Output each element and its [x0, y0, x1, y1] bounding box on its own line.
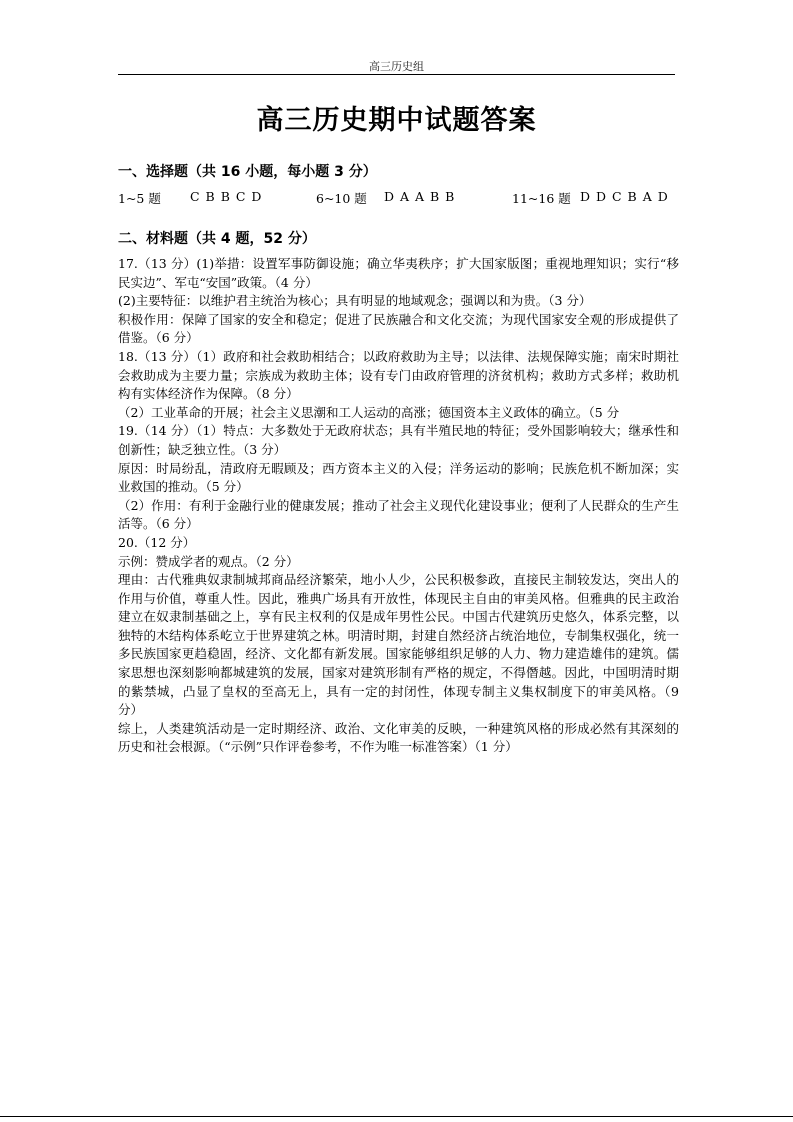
mc-range-1: 1~5 题	[118, 191, 161, 206]
answer-18-part-1: 18.（13 分）（1）政府和社会救助相结合；以政府救助为主导；以法律、法规保障实施；南宋时期社会救助成为主要力量；宗族成为救助主体；设有专门由政府管理的济贫机构；救助方式多样；救助机构有实体经济作为保障。（8 分）	[118, 348, 679, 402]
footer-divider	[0, 1116, 793, 1117]
answer-18-part-2: （2）工业革命的开展；社会主义思潮和工人运动的高涨；德国资本主义政体的确立。（5 分	[118, 404, 620, 420]
mc-range-3: 11~16 题	[512, 191, 571, 206]
mc-answers-3: D D C B A D	[580, 189, 669, 204]
section-1-heading: 一、选择题（共 16 小题，每小题 3 分）	[118, 164, 377, 180]
section-2-heading: 二、材料题（共 4 题，52 分）	[118, 231, 316, 247]
answer-19-reason: 原因：时局纷乱，清政府无暇顾及；西方资本主义的入侵；洋务运动的影响；民族危机不断加深；实业救国的推动。（5 分）	[118, 460, 679, 495]
answer-20-example: 示例：赞成学者的观点。（2 分）	[118, 553, 299, 569]
answer-19-part-2: （2）作用：有利于金融行业的健康发展；推动了社会主义现代化建设事业；便利了人民群众的生产生活等。（6 分）	[118, 497, 679, 532]
answer-19-part-1: 19.（14 分）（1）特点：大多数处于无政府状态；具有半殖民地的特征；受外国影响较大；继承性和创新性；缺乏独立性。（3 分）	[118, 423, 679, 457]
answer-20-reason: 理由：古代雅典奴隶制城邦商品经济繁荣，地小人少，公民积极参政，直接民主制较发达，突出人的作用与价值，尊重人性。因此，雅典广场具有开放性，体现民主自由的审美风格。但雅典的民主政治建立在奴隶制基础之上，享有民主权利的仅是成年男性公民。中国古代建筑历史悠久，体系完整，以独特的木结构体系屹立于世界建筑之林。明清时期，封建自然经济占统治地位，专制集权强化，统一多民族国家更趋稳固，经济、文化都有新发展。国家能够组织足够的人力、物力建造雄伟的建筑。儒家思想也深刻影响都城建筑的发展，国家对建筑形制有严格的规定，不得僭越。因此，中国明清时期的紫禁城，凸显了皇权的至高无上，具有一定的封闭性，体现专制主义集权制度下的审美风格。（9 分）	[118, 572, 679, 718]
answer-17-part-2: (2)主要特征：以维护君主统治为核心；具有明显的地域观念；强调以和为贵。（3 分）	[118, 293, 592, 309]
mc-range-2: 6~10 题	[316, 191, 367, 206]
multiple-choice-answers	[118, 189, 678, 207]
answer-20-conclusion: 综上，人类建筑活动是一定时期经济、政治、文化审美的反映，一种建筑风格的形成必然有其深刻的历史和社会根源。（“示例”只作评卷参考，不作为唯一标准答案）（1 分）	[118, 720, 679, 755]
document-title: 高三历史期中试题答案	[256, 105, 537, 136]
answer-17-effect: 积极作用：保障了国家的安全和稳定；促进了民族融合和文化交流；为现代国家安全观的形成提供了借鉴。（6 分）	[118, 311, 679, 346]
page-header: 高三历史组	[369, 60, 424, 73]
mc-answers-2: D A A B B	[384, 189, 456, 204]
header-divider	[118, 74, 675, 75]
mc-answers-1: C B B C D	[190, 189, 263, 204]
answer-20-heading: 20.（12 分）	[118, 534, 196, 550]
answer-17-part-1: 17.（13 分）(1)举措：设置军事防御设施；确立华夷秩序；扩大国家版图；重视地理知识；实行“移民实边”、军屯“安国”政策。（4 分）	[118, 256, 679, 290]
material-answers	[118, 255, 679, 757]
